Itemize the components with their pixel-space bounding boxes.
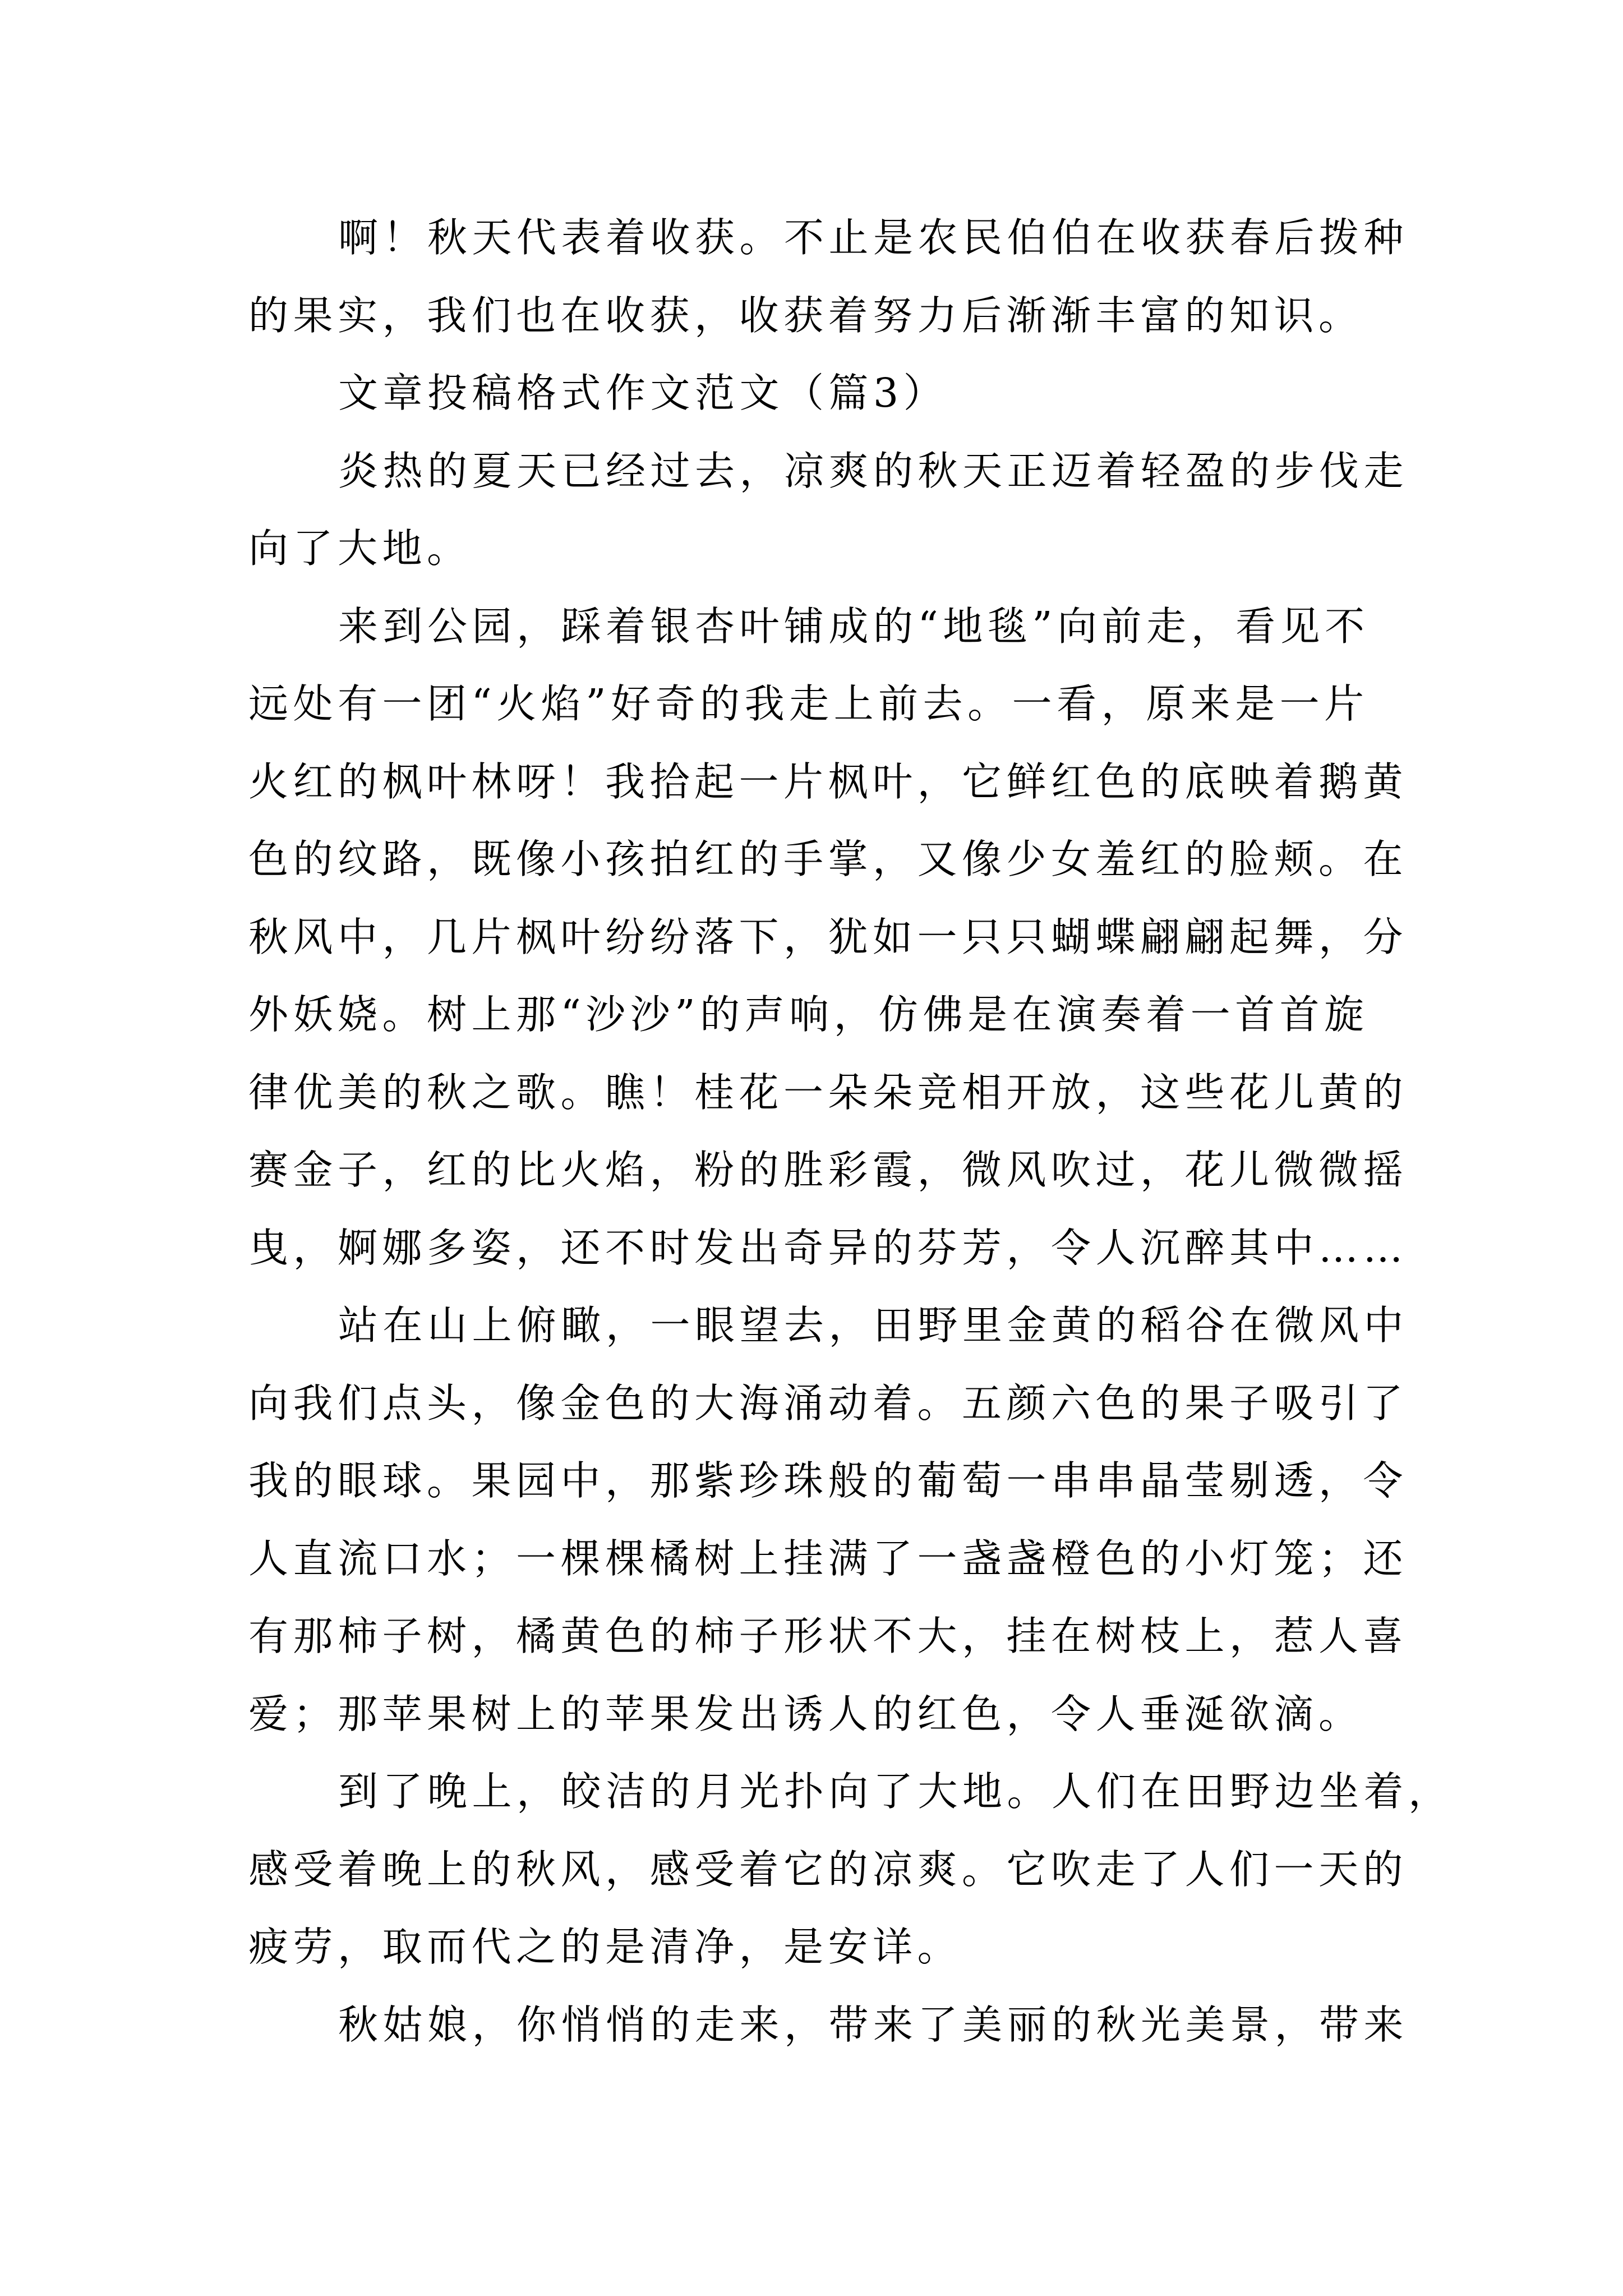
paragraph-line: 来到公园，踩着银杏叶铺成的“地毯”向前走，看见不 bbox=[338, 602, 1370, 650]
paragraph-line: 秋风中，几片枫叶纷纷落下，犹如一只只蝴蝶翩翩起舞，分 bbox=[248, 913, 1408, 960]
paragraph-line: 啊！秋天代表着收获。不止是农民伯伯在收获春后拨种 bbox=[338, 214, 1409, 261]
paragraph-line: 赛金子，红的比火焰，粉的胜彩霞，微风吹过，花儿微微摇 bbox=[248, 1147, 1408, 1193]
paragraph-line: 秋姑娘，你悄悄的走来，带来了美丽的秋光美景，带来 bbox=[338, 2001, 1409, 2048]
paragraph-line: 有那柿子树，橘黄色的柿子形状不大，挂在树枝上，惹人喜 bbox=[248, 1613, 1408, 1659]
paragraph-line: 外妖娆。树上那“沙沙”的声响，仿佛是在演奏着一首首旋 bbox=[248, 991, 1369, 1038]
paragraph-line: 站在山上俯瞰，一眼望去，田野里金黄的稻谷在微风中 bbox=[338, 1302, 1409, 1349]
paragraph-line: 感受着晚上的秋风，感受着它的凉爽。它吹走了人们一天的 bbox=[248, 1846, 1408, 1893]
article-body bbox=[248, 199, 1453, 2064]
paragraph-line: 我的眼球。果园中，那紫珍珠般的葡萄一串串晶莹剔透，令 bbox=[248, 1457, 1408, 1504]
paragraph-line: 向了大地。 bbox=[248, 525, 472, 572]
paragraph-line: 到了晚上，皎洁的月光扑向了大地。人们在田野边坐着， bbox=[338, 1768, 1453, 1815]
paragraph-line: 炎热的夏天已经过去，凉爽的秋天正迈着轻盈的步伐走 bbox=[338, 447, 1409, 494]
paragraph-line: 远处有一团“火焰”好奇的我走上前去。一看，原来是一片 bbox=[248, 680, 1369, 727]
paragraph-line: 火红的枫叶林呀！我拾起一片枫叶，它鲜红色的底映着鹅黄 bbox=[248, 758, 1408, 805]
paragraph-line: 爱；那苹果树上的苹果发出诱人的红色，令人垂涎欲滴。 bbox=[248, 1690, 1363, 1737]
paragraph-line: 人直流口水；一棵棵橘树上挂满了一盏盏橙色的小灯笼；还 bbox=[248, 1535, 1408, 1582]
paragraph-line: 律优美的秋之歌。瞧！桂花一朵朵竞相开放，这些花儿黄的 bbox=[248, 1069, 1408, 1116]
section-heading: 文章投稿格式作文范文（篇3） bbox=[338, 370, 948, 416]
paragraph-line: 曳，婀娜多姿，还不时发出奇异的芬芳，令人沉醉其中…… bbox=[248, 1224, 1408, 1271]
paragraph-line: 向我们点头，像金色的大海涌动着。五颜六色的果子吸引了 bbox=[248, 1379, 1408, 1427]
paragraph-line: 的果实，我们也在收获，收获着努力后渐渐丰富的知识。 bbox=[248, 292, 1363, 339]
paragraph-line: 色的纹路，既像小孩拍红的手掌，又像少女羞红的脸颊。在 bbox=[248, 836, 1408, 882]
paragraph-line: 疲劳，取而代之的是清净，是安详。 bbox=[248, 1924, 962, 1970]
